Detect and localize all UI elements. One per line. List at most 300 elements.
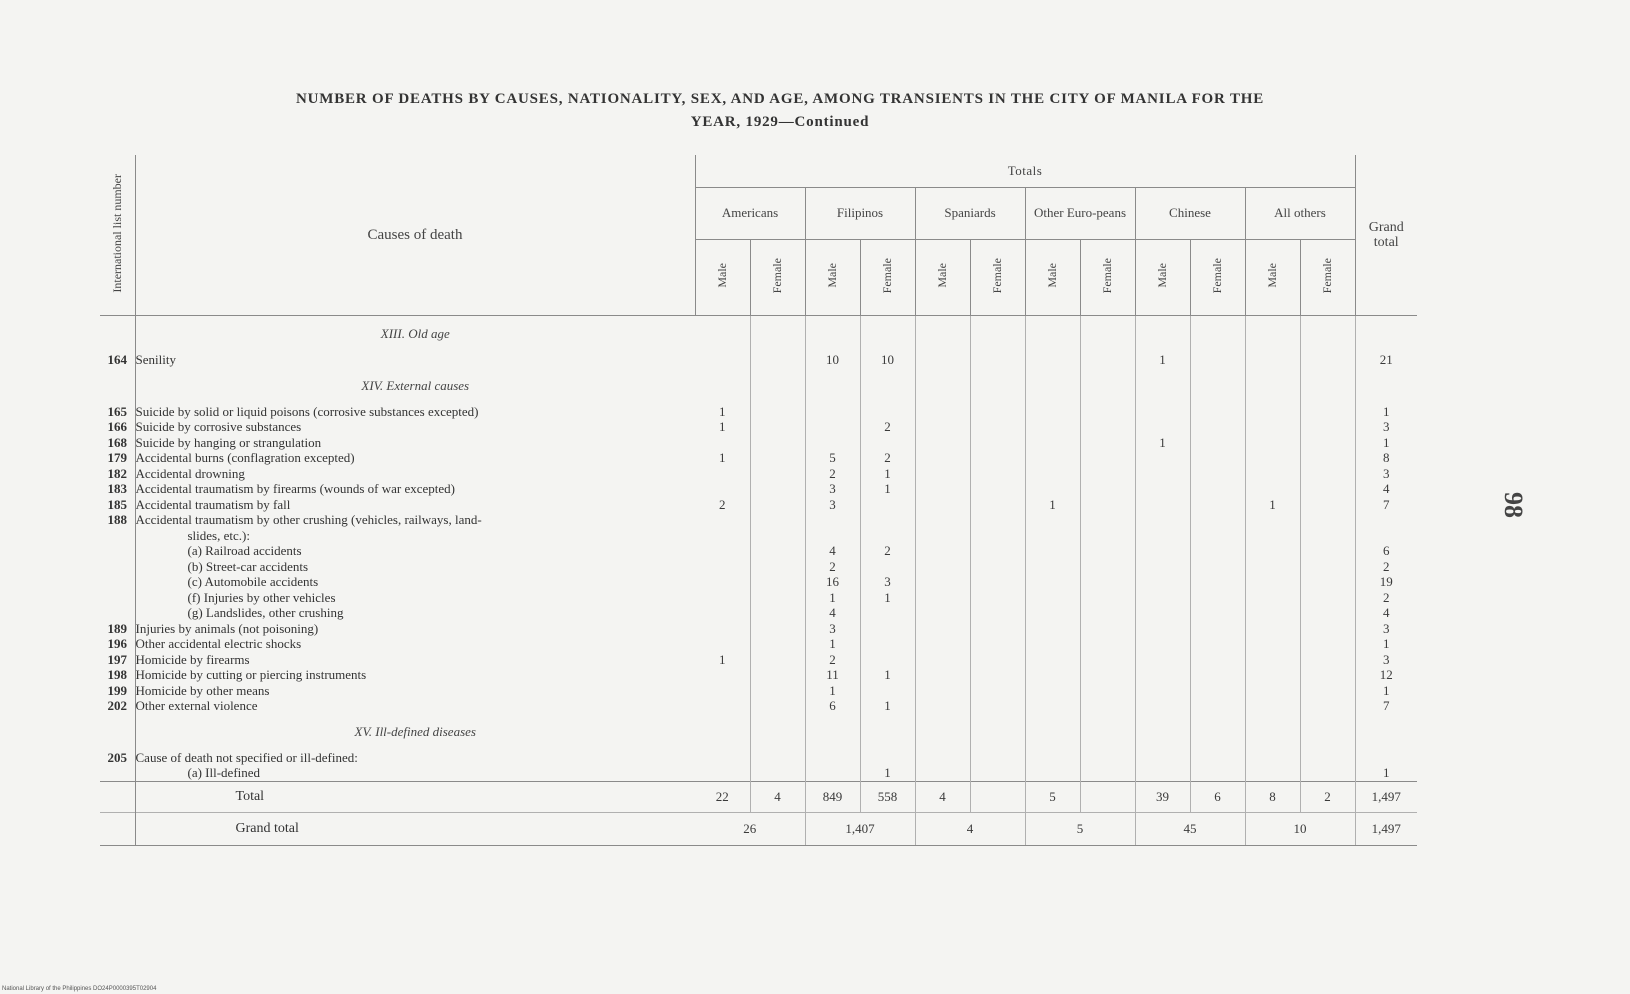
total-cell	[970, 781, 1025, 812]
count-cell	[1025, 404, 1080, 420]
count-cell	[1300, 528, 1355, 544]
count-cell: 2	[860, 419, 915, 435]
count-cell	[1025, 559, 1080, 575]
count-cell	[750, 698, 805, 714]
cause-label: Homicide by firearms	[135, 651, 250, 667]
count-cell	[1190, 404, 1245, 420]
intl-code: 182	[100, 466, 135, 482]
section-row	[100, 368, 1417, 404]
count-cell	[1190, 481, 1245, 497]
count-cell	[1080, 481, 1135, 497]
count-cell	[695, 698, 750, 714]
male-header: Male	[1245, 239, 1300, 315]
count-cell	[1300, 683, 1355, 699]
count-cell	[1135, 419, 1190, 435]
count-cell	[1190, 528, 1245, 544]
count-cell	[1300, 574, 1355, 590]
count-cell	[1190, 559, 1245, 575]
count-cell	[750, 652, 805, 668]
count-cell	[860, 528, 915, 544]
empty-cell	[750, 714, 805, 750]
count-cell: 10	[805, 352, 860, 368]
count-cell	[695, 750, 750, 766]
causes-header: Causes of death	[135, 155, 695, 316]
count-cell	[1245, 450, 1300, 466]
count-cell	[750, 466, 805, 482]
cause-label: Accidental traumatism by firearms (wounds of war excepted)	[135, 481, 455, 496]
count-cell	[1300, 750, 1355, 766]
count-cell	[695, 543, 750, 559]
count-cell	[1190, 512, 1245, 528]
table-row	[100, 404, 1417, 420]
grand-nationality-cell: 45	[1135, 812, 1245, 845]
grand-total-cell: 4	[1355, 481, 1417, 497]
count-cell	[1190, 652, 1245, 668]
count-cell: 1	[695, 652, 750, 668]
table-row	[100, 621, 1417, 637]
cause-label: Accidental burns (conflagration excepted)	[135, 450, 355, 465]
empty-cell	[750, 316, 805, 353]
count-cell	[1080, 419, 1135, 435]
grand-total-cell	[1355, 528, 1417, 544]
count-cell	[1300, 497, 1355, 513]
grand-total-cell: 2	[1355, 590, 1417, 606]
count-cell	[1080, 605, 1135, 621]
table-row	[100, 512, 1417, 528]
totals-header: Totals	[695, 155, 1355, 188]
table-row	[100, 543, 1417, 559]
count-cell	[1245, 419, 1300, 435]
count-cell	[1025, 621, 1080, 637]
total-cell: 849	[805, 781, 860, 812]
count-cell: 5	[805, 450, 860, 466]
intl-code: 196	[100, 636, 135, 652]
count-cell	[750, 352, 805, 368]
empty-cell	[1135, 316, 1190, 353]
count-cell	[1135, 765, 1190, 781]
count-cell	[695, 352, 750, 368]
count-cell	[860, 621, 915, 637]
count-cell	[915, 481, 970, 497]
empty-cell	[1355, 714, 1417, 750]
count-cell	[1025, 765, 1080, 781]
grand-total-cell: 3	[1355, 652, 1417, 668]
count-cell	[1025, 605, 1080, 621]
count-cell	[1025, 574, 1080, 590]
nationality-header: Americans	[695, 188, 805, 239]
count-cell: 11	[805, 667, 860, 683]
grand-total-cell: 3	[1355, 419, 1417, 435]
count-cell	[695, 466, 750, 482]
count-cell	[1025, 352, 1080, 368]
count-cell	[1300, 590, 1355, 606]
total-cell: 558	[860, 781, 915, 812]
count-cell	[1080, 450, 1135, 466]
count-cell	[1245, 750, 1300, 766]
count-cell	[1190, 750, 1245, 766]
count-cell	[915, 652, 970, 668]
count-cell	[1135, 636, 1190, 652]
count-cell: 2	[860, 450, 915, 466]
count-cell: 1	[1245, 497, 1300, 513]
empty-cell	[915, 714, 970, 750]
count-cell	[750, 590, 805, 606]
count-cell: 1	[695, 450, 750, 466]
count-cell	[1300, 559, 1355, 575]
female-header: Female	[1190, 239, 1245, 315]
count-cell: 1	[805, 590, 860, 606]
count-cell	[1135, 605, 1190, 621]
intl-code: 197	[100, 652, 135, 668]
count-cell	[1025, 450, 1080, 466]
count-cell	[915, 528, 970, 544]
count-cell	[1025, 636, 1080, 652]
count-cell	[1080, 698, 1135, 714]
count-cell: 1	[860, 667, 915, 683]
count-cell: 1	[805, 683, 860, 699]
count-cell	[1245, 352, 1300, 368]
grand-nationality-cell: 1,407	[805, 812, 915, 845]
female-header: Female	[860, 239, 915, 315]
empty-cell	[1355, 368, 1417, 404]
table-row	[100, 435, 1417, 451]
count-cell	[1300, 636, 1355, 652]
table-row	[100, 574, 1417, 590]
count-cell: 1	[805, 636, 860, 652]
total-cell: 2	[1300, 781, 1355, 812]
empty-cell	[1245, 316, 1300, 353]
grand-total-cell: 1	[1355, 765, 1417, 781]
count-cell	[860, 435, 915, 451]
male-header: Male	[695, 239, 750, 315]
count-cell	[695, 765, 750, 781]
count-cell	[1300, 605, 1355, 621]
count-cell	[1025, 481, 1080, 497]
female-header: Female	[1300, 239, 1355, 315]
count-cell	[1245, 621, 1300, 637]
cause-label: (c) Automobile accidents	[187, 574, 319, 589]
section-code-cell	[100, 368, 135, 404]
count-cell	[695, 683, 750, 699]
count-cell	[915, 559, 970, 575]
count-cell	[1300, 621, 1355, 637]
count-cell	[1080, 652, 1135, 668]
count-cell	[970, 528, 1025, 544]
count-cell	[915, 574, 970, 590]
count-cell	[970, 605, 1025, 621]
count-cell	[1025, 590, 1080, 606]
grand-total-cell: 1	[1355, 636, 1417, 652]
section-heading: XIV. External causes	[361, 377, 470, 393]
count-cell	[1080, 352, 1135, 368]
count-cell	[1135, 559, 1190, 575]
count-cell	[805, 765, 860, 781]
section-code-cell	[100, 316, 135, 353]
count-cell	[860, 559, 915, 575]
count-cell: 2	[695, 497, 750, 513]
count-cell	[1135, 698, 1190, 714]
count-cell: 2	[860, 543, 915, 559]
count-cell	[1135, 750, 1190, 766]
count-cell	[1300, 667, 1355, 683]
count-cell	[1300, 466, 1355, 482]
count-cell	[750, 481, 805, 497]
count-cell: 1	[860, 590, 915, 606]
count-cell	[860, 605, 915, 621]
intl-code: 189	[100, 621, 135, 637]
cause-label: Other accidental electric shocks	[135, 636, 302, 651]
cause-label: (b) Street-car accidents	[187, 558, 309, 574]
count-cell	[970, 765, 1025, 781]
count-cell	[970, 419, 1025, 435]
count-cell: 2	[805, 652, 860, 668]
intl-code: 198	[100, 667, 135, 683]
empty-cell	[1080, 368, 1135, 404]
total-cell: 8	[1245, 781, 1300, 812]
cause-label: (a) Ill-defined	[187, 765, 261, 780]
empty-cell	[1190, 368, 1245, 404]
count-cell: 3	[805, 481, 860, 497]
count-cell	[1025, 466, 1080, 482]
cause-label: Suicide by hanging or strangulation	[135, 434, 322, 450]
count-cell: 4	[805, 605, 860, 621]
table-row	[100, 750, 1417, 766]
count-cell	[1025, 435, 1080, 451]
count-cell: 16	[805, 574, 860, 590]
grand-total-value: 1,497	[1355, 812, 1417, 845]
cause-label: Accidental traumatism by fall	[135, 496, 291, 512]
count-cell	[1245, 481, 1300, 497]
count-cell	[805, 435, 860, 451]
intl-code: 202	[100, 698, 135, 714]
count-cell: 1	[860, 466, 915, 482]
count-cell	[1245, 652, 1300, 668]
count-cell	[750, 497, 805, 513]
count-cell	[695, 574, 750, 590]
intl-code: 179	[100, 450, 135, 466]
female-header: Female	[750, 239, 805, 315]
section-code-cell	[100, 714, 135, 750]
count-cell	[915, 512, 970, 528]
cause-label: Suicide by solid or liquid poisons (corrosive substances excepted)	[135, 403, 479, 419]
intl-code: 188	[100, 512, 135, 528]
count-cell	[1080, 497, 1135, 513]
count-cell	[1190, 683, 1245, 699]
count-cell	[1190, 352, 1245, 368]
count-cell: 1	[695, 419, 750, 435]
intl-code: 183	[100, 481, 135, 497]
table-title	[150, 88, 1410, 134]
count-cell	[1025, 528, 1080, 544]
count-cell	[970, 512, 1025, 528]
count-cell	[915, 605, 970, 621]
male-header: Male	[915, 239, 970, 315]
cause-label: Accidental traumatism by other crushing (vehicles, railways, land-	[135, 512, 482, 527]
empty-cell	[915, 316, 970, 353]
grand-total-cell: 1	[1355, 404, 1417, 420]
empty-cell	[805, 368, 860, 404]
count-cell	[1080, 621, 1135, 637]
deaths-table	[100, 155, 1417, 846]
count-cell	[970, 667, 1025, 683]
table-row	[100, 450, 1417, 466]
count-cell	[970, 352, 1025, 368]
count-cell	[1300, 450, 1355, 466]
grand-nationality-cell: 26	[695, 812, 805, 845]
count-cell	[860, 652, 915, 668]
count-cell	[695, 636, 750, 652]
count-cell	[750, 419, 805, 435]
nationality-header: Filipinos	[805, 188, 915, 239]
empty-cell	[1025, 316, 1080, 353]
count-cell	[970, 698, 1025, 714]
count-cell: 10	[860, 352, 915, 368]
count-cell	[860, 512, 915, 528]
empty-cell	[970, 316, 1025, 353]
intl-code: 168	[100, 435, 135, 451]
count-cell	[1245, 698, 1300, 714]
count-cell	[805, 512, 860, 528]
count-cell	[915, 667, 970, 683]
count-cell	[915, 683, 970, 699]
cause-label: Suicide by corrosive substances	[135, 419, 302, 434]
count-cell	[1135, 450, 1190, 466]
grand-total-cell	[1355, 512, 1417, 528]
grand-total-cell: 3	[1355, 466, 1417, 482]
count-cell	[695, 528, 750, 544]
count-cell	[970, 683, 1025, 699]
count-cell	[1245, 636, 1300, 652]
count-cell	[860, 497, 915, 513]
table-row	[100, 698, 1417, 714]
empty-cell	[1190, 714, 1245, 750]
count-cell	[915, 698, 970, 714]
count-cell	[750, 667, 805, 683]
empty-cell	[100, 812, 135, 845]
count-cell	[1300, 435, 1355, 451]
empty-cell	[1245, 714, 1300, 750]
count-cell	[1190, 636, 1245, 652]
count-cell	[1135, 512, 1190, 528]
table-row	[100, 652, 1417, 668]
cause-label: Other external violence	[135, 698, 258, 713]
count-cell	[1190, 605, 1245, 621]
table-row	[100, 497, 1417, 513]
intl-code	[100, 528, 135, 544]
title-line-2: YEAR, 1929—Continued	[690, 114, 870, 130]
intl-code: 185	[100, 497, 135, 513]
table-row	[100, 765, 1417, 781]
count-cell	[1245, 528, 1300, 544]
count-cell	[750, 450, 805, 466]
table-row	[100, 528, 1417, 544]
count-cell	[695, 667, 750, 683]
count-cell	[915, 543, 970, 559]
count-cell	[750, 528, 805, 544]
count-cell	[1190, 574, 1245, 590]
count-cell	[1190, 435, 1245, 451]
total-grand-cell: 1,497	[1355, 781, 1417, 812]
cause-label: slides, etc.):	[187, 527, 250, 543]
intl-code	[100, 590, 135, 606]
cause-label: Cause of death not specified or ill-defined:	[135, 749, 358, 765]
count-cell	[1245, 590, 1300, 606]
count-cell	[1245, 667, 1300, 683]
count-cell	[970, 497, 1025, 513]
cause-label: Homicide by cutting or piercing instruments	[135, 667, 367, 682]
empty-cell	[750, 368, 805, 404]
count-cell	[1080, 512, 1135, 528]
count-cell	[750, 636, 805, 652]
count-cell	[970, 636, 1025, 652]
count-cell	[1080, 543, 1135, 559]
count-cell	[970, 621, 1025, 637]
empty-cell	[970, 368, 1025, 404]
count-cell	[1190, 621, 1245, 637]
count-cell	[1190, 543, 1245, 559]
count-cell	[915, 765, 970, 781]
title-line-1: NUMBER OF DEATHS BY CAUSES, NATIONALITY, SEX, AND AGE, AMONG TRANSIENTS IN THE CITY OF MANILA FOR THE	[295, 91, 1265, 107]
count-cell	[1300, 404, 1355, 420]
empty-cell	[1355, 316, 1417, 353]
table-row	[100, 605, 1417, 621]
grand-total-cell: 19	[1355, 574, 1417, 590]
intl-code: 166	[100, 419, 135, 435]
cause-label: (f) Injuries by other vehicles	[187, 589, 336, 605]
female-header: Female	[1080, 239, 1135, 315]
count-cell	[915, 419, 970, 435]
count-cell	[970, 574, 1025, 590]
count-cell	[970, 652, 1025, 668]
intl-code	[100, 543, 135, 559]
count-cell: 3	[805, 497, 860, 513]
total-cell: 4	[915, 781, 970, 812]
table-row	[100, 481, 1417, 497]
count-cell	[1135, 652, 1190, 668]
empty-cell	[1300, 316, 1355, 353]
count-cell	[1025, 512, 1080, 528]
section-row	[100, 714, 1417, 750]
count-cell	[1190, 590, 1245, 606]
count-cell	[750, 543, 805, 559]
table-header	[100, 155, 1417, 316]
count-cell	[695, 621, 750, 637]
total-label: Total	[135, 781, 695, 812]
cause-label: (g) Landslides, other crushing	[187, 605, 344, 620]
count-cell	[695, 481, 750, 497]
count-cell	[915, 352, 970, 368]
count-cell	[1135, 683, 1190, 699]
grand-nationality-cell: 5	[1025, 812, 1135, 845]
count-cell	[695, 605, 750, 621]
count-cell	[970, 559, 1025, 575]
intl-code: 199	[100, 683, 135, 699]
intl-code: 165	[100, 404, 135, 420]
count-cell: 1	[1135, 435, 1190, 451]
count-cell	[1135, 543, 1190, 559]
grand-total-cell: 6	[1355, 543, 1417, 559]
empty-cell	[100, 781, 135, 812]
count-cell	[1025, 667, 1080, 683]
count-cell	[860, 404, 915, 420]
count-cell	[750, 605, 805, 621]
count-cell: 6	[805, 698, 860, 714]
count-cell	[1245, 605, 1300, 621]
grand-total-cell: 3	[1355, 621, 1417, 637]
count-cell	[1190, 765, 1245, 781]
empty-cell	[1300, 368, 1355, 404]
count-cell	[695, 559, 750, 575]
